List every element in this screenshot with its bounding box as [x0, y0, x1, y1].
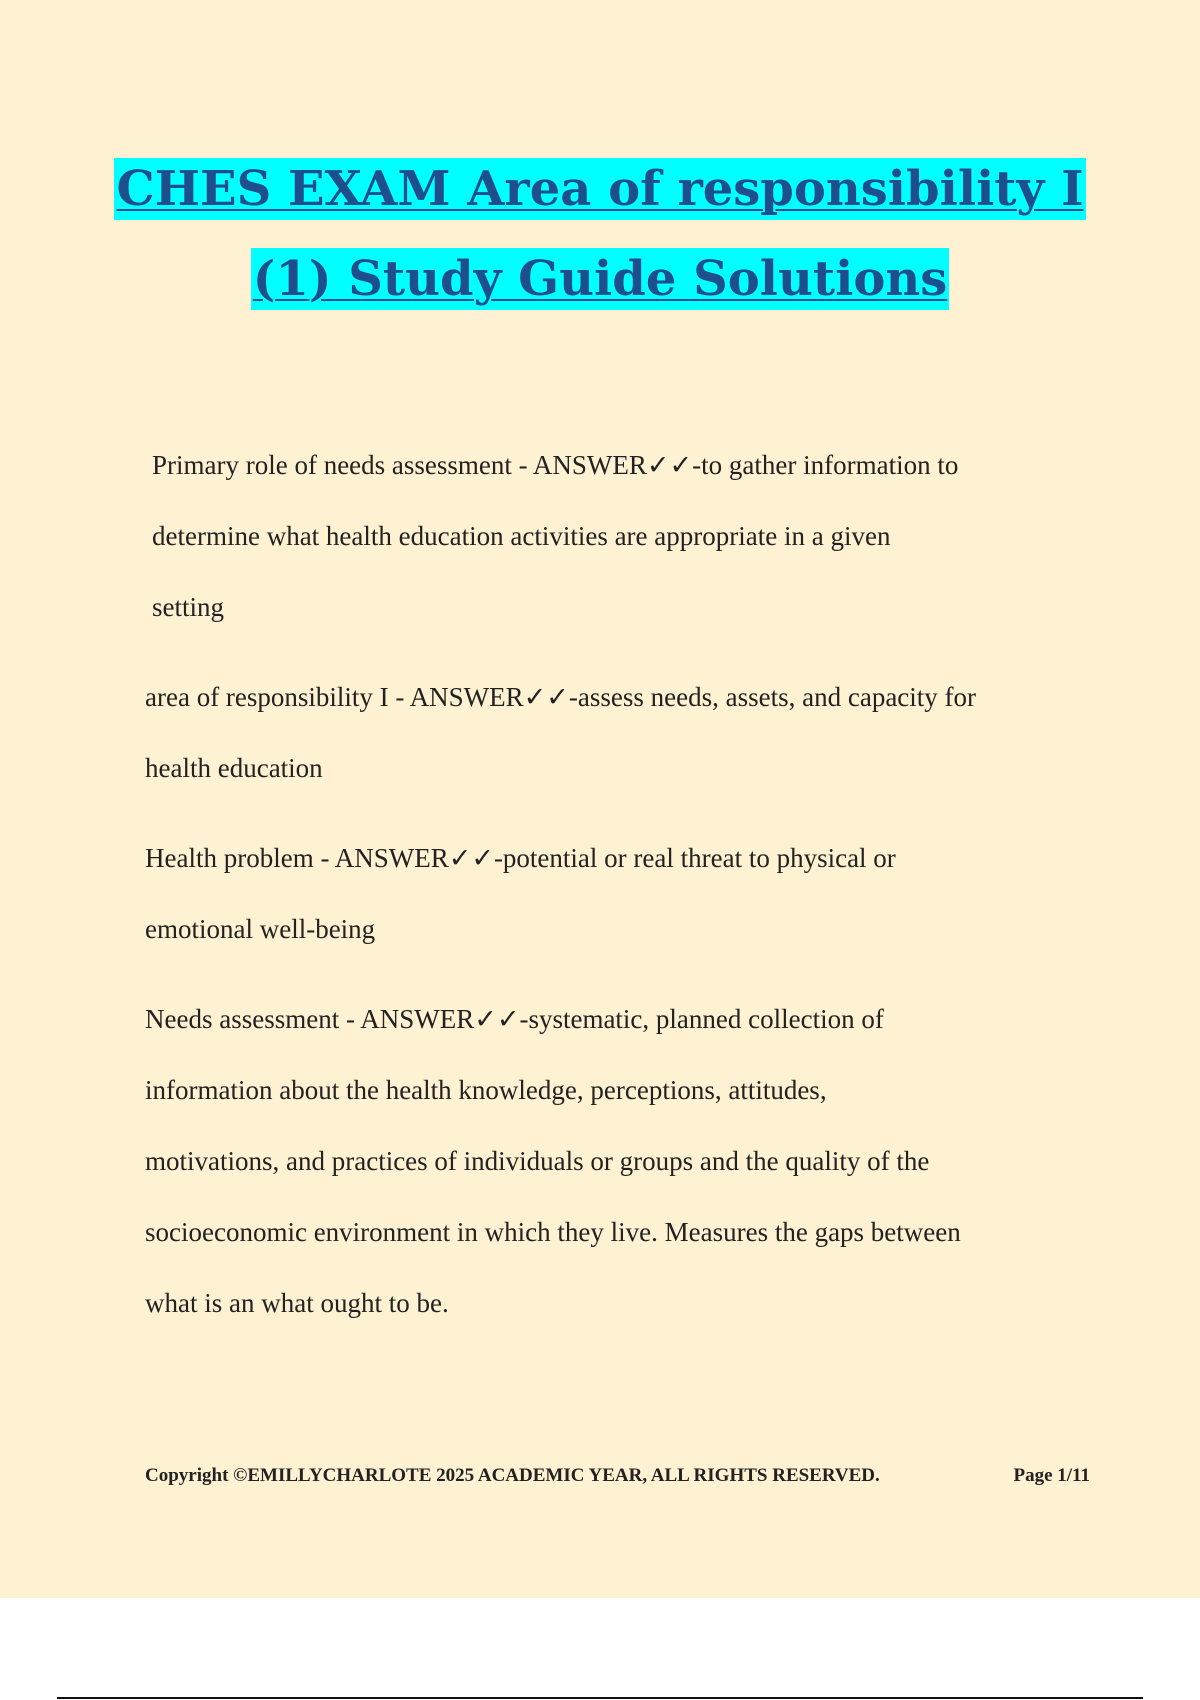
qa-text-line: what is an what ought to be.: [145, 1288, 449, 1318]
qa-text-line: determine what health education activities are appropriate in a given: [152, 521, 891, 551]
qa-text-line: Health problem - ANSWER✓✓-potential or real threat to physical or: [145, 843, 896, 873]
qa-text-line: health education: [145, 753, 323, 783]
qa-text-line: Primary role of needs assessment - ANSWER✓✓-to gather information to: [152, 450, 959, 480]
qa-entry-area-of-responsibility: [145, 662, 1090, 804]
page-number: Page 1/11: [1013, 1465, 1090, 1486]
title-line-1: CHES EXAM Area of responsibility I: [114, 158, 1085, 220]
page-footer: [145, 1465, 1090, 1487]
bottom-divider: [57, 1697, 1143, 1699]
qa-entry-primary-role: [145, 430, 1090, 643]
qa-list: [145, 430, 1090, 1358]
page-title: [0, 158, 1200, 310]
qa-text-line: area of responsibility I - ANSWER✓✓-assess needs, assets, and capacity for: [145, 682, 977, 712]
qa-text-line: emotional well-being: [145, 914, 376, 944]
title-line-2: (1) Study Guide Solutions: [251, 248, 950, 310]
qa-text-line: motivations, and practices of individuals or groups and the quality of the: [145, 1146, 930, 1176]
qa-entry-needs-assessment: [145, 984, 1090, 1339]
qa-text-line: Needs assessment - ANSWER✓✓-systematic, planned collection of: [145, 1004, 884, 1034]
qa-text-line: setting: [152, 592, 224, 622]
copyright-notice: Copyright ©EMILLYCHARLOTE 2025 ACADEMIC YEAR, ALL RIGHTS RESERVED.: [145, 1465, 880, 1486]
qa-entry-health-problem: [145, 823, 1090, 965]
qa-text-line: information about the health knowledge, perceptions, attitudes,: [145, 1075, 827, 1105]
qa-text-line: socioeconomic environment in which they live. Measures the gaps between: [145, 1217, 961, 1247]
